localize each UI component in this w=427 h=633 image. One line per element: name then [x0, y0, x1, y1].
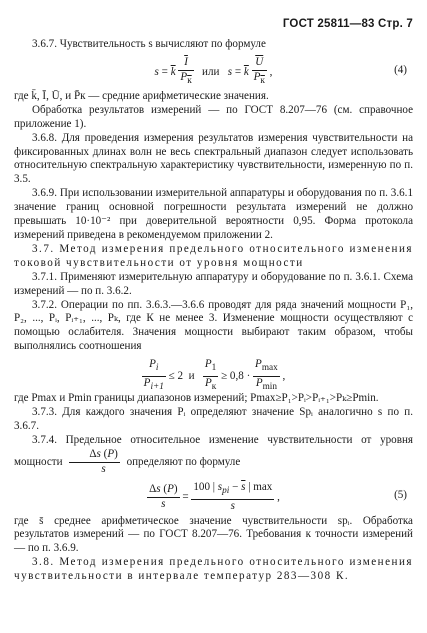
paragraph-3-6-7: 3.6.7. Чувствительность s вычисляют по формуле: [32, 38, 266, 50]
section-3-7-title: 3.7. Метод измерения предельного относительного изменения токовой чувствительности от уровня мощности: [14, 242, 413, 269]
section-3-8-title: 3.8. Метод измерения предельного относительного изменения чувствительности в интервале температур 283—308 К.: [14, 556, 413, 583]
formula-4: $s = \overline{k}$ $\frac{\overline{I}}{P_к}$ или $s = \overline{k}$ $\frac{\overline{U}}{P_к}$ , (4): [154, 55, 407, 87]
page-header: ГОСТ 25811—83 Стр. 7: [282, 18, 413, 30]
relation-formula: $\frac{P_i}{P_{i+1}}$ ≤ 2 и $\frac{P_1}{P_к}$ ≥ 0,8 · $\frac{P_{max}}{P_{min}}$ ,: [143, 358, 286, 393]
paragraph-3-7-4-tail: определяют по формуле: [126, 455, 241, 468]
paragraph-3-7-4: 3.7.4. Предельное относительное изменение чувствительности от уровня мощности $\frac{\Delta s (P)}{s}$ определяют по формуле: [14, 433, 413, 475]
paragraph-3-7-2: 3.7.2. Операции по пп. 3.6.3.—3.6.6 проводят для ряда значений мощности P₁, P₂, ..., Pᵢ, Pᵢ₊₁, ..., Pₖ, где К не менее 3. Изменение мощности осуществляют с помощью ослабителя. Значения мощности выбирают таким образом, чтобы выполнялись соотношения: [14, 298, 413, 353]
paragraph-processing: Обработка результатов измерений — по ГОСТ 8.207—76 (см. справочное приложение 1).: [14, 103, 413, 130]
formula-5-legend: где s̄ среднее арифметическое значение чувствительности spᵢ. Обработка результатов измерений — по ГОСТ 8.207—76. Требования к точности измерений — по п. 3.6.9.: [14, 514, 413, 555]
equation-number: (4): [394, 63, 407, 76]
equation-number: (5): [394, 488, 407, 501]
paragraph-3-7-4-intro: 3.7.4. Предельное относительное изменение чувствительности от уровня мощности: [14, 433, 413, 468]
paragraph-3-6-8: 3.6.8. Для проведения измерения результатов измерения чувствительности на фиксированных длинах волн не весь спектральный диапазон следует использовать относительную спектральную характеристику чувствительности, измеренную по п. 3.5.: [14, 131, 413, 186]
paragraph-3-6-9: 3.6.9. При использовании измерительной аппаратуры и оборудования по п. 3.6.1 значение границ основной погрешности результата измерений не должно превышать 10·10⁻² при доверительной вероятности 0,95. Форма протокола измерений приведена в рекомендуемом приложении 2.: [14, 187, 413, 241]
document-body: [14, 38, 413, 584]
formula-5: $\frac{\Delta s (P)}{s}$ = $\frac{100 | s_{pi} - \overline{s} | \max}{s}$ , (5): [149, 480, 407, 512]
relation-legend: где Pmax и Pmin границы диапазонов измерений; Pmax≥P₁>Pᵢ>Pᵢ₊₁>Pₖ≥Pmin.: [14, 392, 379, 405]
formula-4-legend: где k̄, Ī, Ū, и P̄к — средние арифметические значения.: [14, 89, 269, 102]
paragraph-3-7-3: 3.7.3. Для каждого значения Pᵢ определяют значение Spᵢ аналогично s по п. 3.6.7.: [14, 406, 413, 432]
paragraph-3-7-1: 3.7.1. Применяют измерительную аппаратуру и оборудование по п. 3.6.1. Схема измерений — по п. 3.6.2.: [14, 270, 413, 297]
